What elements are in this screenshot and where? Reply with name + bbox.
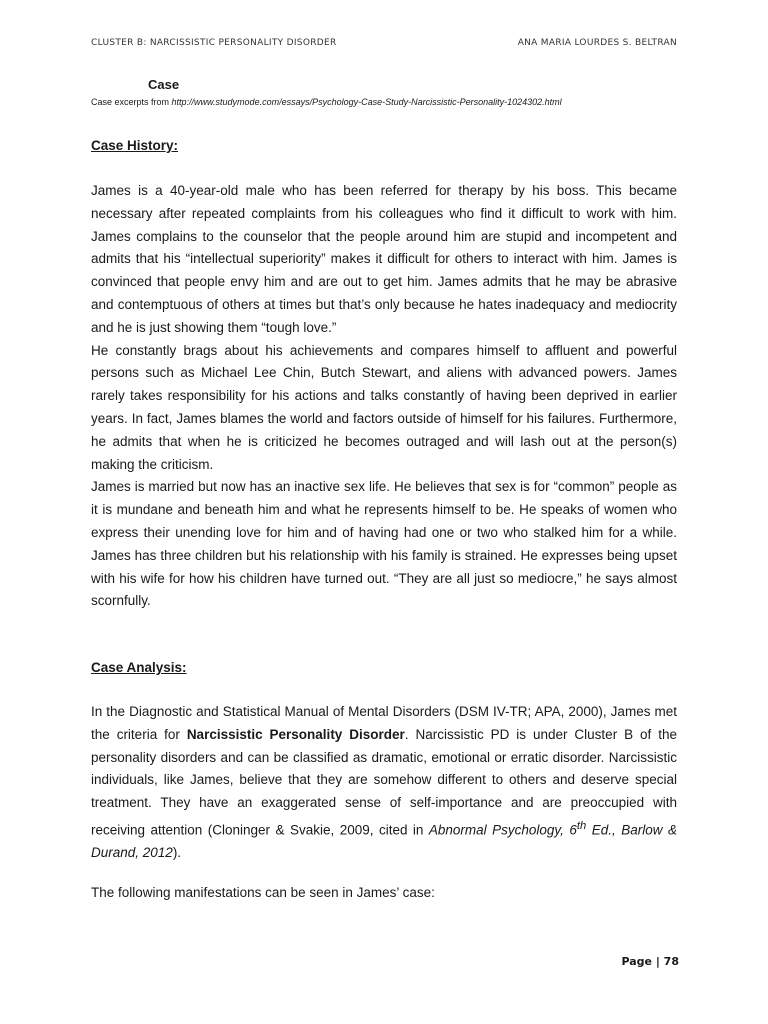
manifestations-intro	[91, 882, 677, 905]
citation-italic-a: Abnormal Psychology, 6	[428, 822, 577, 838]
analysis-text-b: . Narcissistic PD is under Cluster B of the personality disorders and can be classified as dramatic, emotional or erratic disorder. Narcissistic individuals, like James, believe that they are somehow different to others and deserve special treatment. They have an exaggerated sense of self-importance and are preoccupied with receiving attention (Cloninger & Svakie, 2009, cited in	[91, 726, 677, 838]
case-analysis-paragraph-2: The following manifestations can be seen in James’ case:	[91, 885, 435, 900]
case-history-paragraph-2: He constantly brags about his achievements and compares himself to affluent and powerful persons such as Michael Lee Chin, Butch Stewart, and aliens with advanced powers. James rarely takes responsibility for his actions and talks constantly of having been deprived in earlier years. In fact, James blames the world and factors outside of himself for his failures. Furthermore, he admits that when he is criticized he becomes outraged and will lash out at the person(s) making the criticism.	[91, 342, 677, 472]
citation-sup: th	[576, 819, 587, 832]
source-prefix: Case excerpts from	[91, 97, 172, 107]
source-line	[91, 97, 562, 107]
case-analysis-paragraph-1	[91, 701, 677, 865]
header-right: ANA MARIA LOURDES S. BELTRAN	[517, 38, 677, 48]
case-title: Case	[148, 77, 180, 92]
page-number: Page | 78	[621, 955, 679, 968]
case-analysis-heading: Case Analysis:	[91, 660, 187, 675]
analysis-text-c: ).	[172, 845, 182, 861]
source-url[interactable]: http://www.studymode.com/essays/Psychology-Case-Study-Narcissistic-Personality-1024302.html	[171, 97, 562, 107]
case-analysis-body	[91, 701, 677, 865]
citation-italic-b: Ed., Barlow & Durand, 2012	[91, 822, 677, 861]
diagnosis-bold: Narcissistic Personality Disorder	[186, 726, 405, 742]
case-history-body	[91, 180, 677, 613]
analysis-text-a: In the Diagnostic and Statistical Manual of Mental Disorders (DSM IV-TR; APA, 2000), James met the criteria for	[91, 704, 677, 742]
case-history-paragraph-3: James is married but now has an inactive sex life. He believes that sex is for “common” people as it is mundane and beneath him and what he represents himself to be. He speaks of women who express their unending love for him and of having had one or two who stalked him for a while. James has three children but his relationship with his family is strained. He expresses being upset with his wife for how his children have turned out. “They are all just so mediocre,” he says almost scornfully.	[91, 479, 677, 609]
running-header	[91, 38, 677, 48]
header-left: CLUSTER B: NARCISSISTIC PERSONALITY DISORDER	[91, 38, 337, 48]
case-history-heading: Case History:	[91, 138, 179, 153]
case-history-paragraph-1: James is a 40-year-old male who has been referred for therapy by his boss. This became necessary after repeated complaints from his colleagues who find it difficult to work with him. James complains to the counselor that the people around him are stupid and incompetent and admits that his “intellectual superiority” makes it difficult for others to interact with him. James is convinced that people envy him and are out to get him. James admits that he may be abrasive and contemptuous of others at times but that’s only because he hates inadequacy and mediocrity and he is just showing them “tough love.”	[91, 183, 677, 335]
